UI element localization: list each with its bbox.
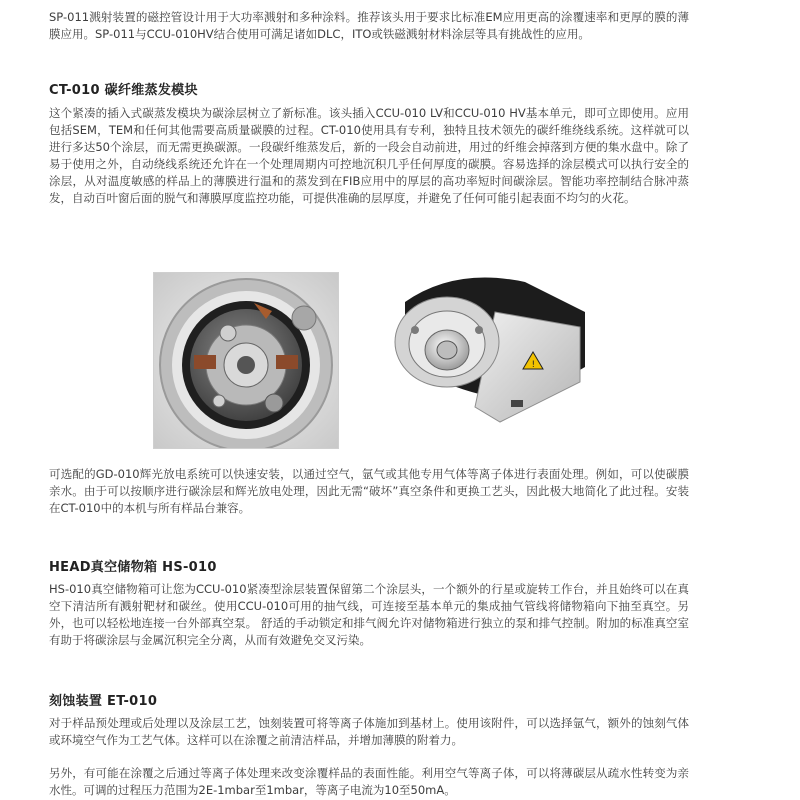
carbon-module-exterior-image [375, 272, 595, 427]
svg-text:!: ! [531, 360, 536, 370]
carbon-module-interior-image [153, 272, 339, 449]
carbon-module-exterior-icon [375, 272, 595, 427]
carbon-module-interior-icon [154, 273, 338, 448]
ct010-heading: CT-010 碳纤维蒸发模块 [49, 83, 198, 98]
hs010-heading: HEAD真空储物箱 HS-010 [49, 560, 217, 575]
ct010-paragraph: 这个紧凑的插入式碳蒸发模块为碳涂层树立了新标准。该头插入CCU-010 LV和CCU-010 HV基本单元，即可立即使用。应用包括SEM，TEM和任何其他需要高质量碳膜的过程。CT-010使用具有专利，独特且技术领先的碳纤维绕线系统。这样就可以进行多达50个涂层，而无需更换碳源。一段碳纤维蒸发后，新的一段会自动前进，用过的纤维会掉落到方便的集水盘中。除了易于使用之外，自动绕线系统还允许在一个处理周期内可控地沉积几乎任何厚度的碳膜。容易选择的涂层模式可以执行安全的涂层，从对温度敏感的样品上的薄膜进行温和的蒸发到在FIB应用中的厚层的高功率短时间碳涂层。智能功率控制结合脉冲蒸发，自动百叶窗后面的脱气和薄膜厚度监控功能，可提供准确的层厚度，并避免了任何可能引起表面不均匀的火花。 [49, 106, 689, 205]
et010-paragraph-2: 另外，有可能在涂覆之后通过等离子体处理来改变涂覆样品的表面性能。利用空气等离子体，可以将薄碳层从疏水性转变为亲水性。可调的过程压力范围为2E-1mbar至1mbar，等离子电流为10至50mA。 [49, 766, 689, 797]
et010-paragraph-1: 对于样品预处理或后处理以及涂层工艺，蚀刻装置可将等离子体施加到基材上。使用该附件，可以选择氩气，额外的蚀刻气体或环境空气作为工艺气体。这样可以在涂覆之前清洁样品，并增加薄膜的附着力。 [49, 716, 689, 747]
hs010-paragraph: HS-010真空储物箱可让您为CCU-010紧凑型涂层装置保留第二个涂层头，一个额外的行星或旋转工作台，并且始终可以在真空下清洁所有溅射靶材和碳丝。使用CCU-010可用的抽气线，可连接至基本单元的集成抽气管线将储物箱向下抽至真空。另外，也可以轻松地连接一台外部真空泵。 舒适的手动锁定和排气阀允许对储物箱进行独立的泵和排气控制。附加的标准真空室有助于将碳涂层与金属沉积完全分离，从而有效避免交叉污染。 [49, 582, 689, 647]
gd010-paragraph: 可选配的GD-010辉光放电系统可以快速安装，以通过空气，氩气或其他专用气体等离子体进行表面处理。例如，可以使碳膜亲水。由于可以按顺序进行碳涂层和辉光放电处理，因此无需“破坏”真空条件和更换工艺头，因此极大地简化了此过程。安装在CT-010中的本机与所有样品台兼容。 [49, 467, 689, 515]
et010-heading: 刻蚀装置 ET-010 [49, 694, 158, 709]
product-images [153, 272, 653, 447]
intro-paragraph: SP-011溅射装置的磁控管设计用于大功率溅射和多种涂料。推荐该头用于要求比标准EM应用更高的涂覆速率和更厚的膜的薄膜应用。SP-011与CCU-010HV结合使用可满足诸如DLC，ITO或铁磁溅射材料涂层等具有挑战性的应用。 [49, 10, 689, 41]
